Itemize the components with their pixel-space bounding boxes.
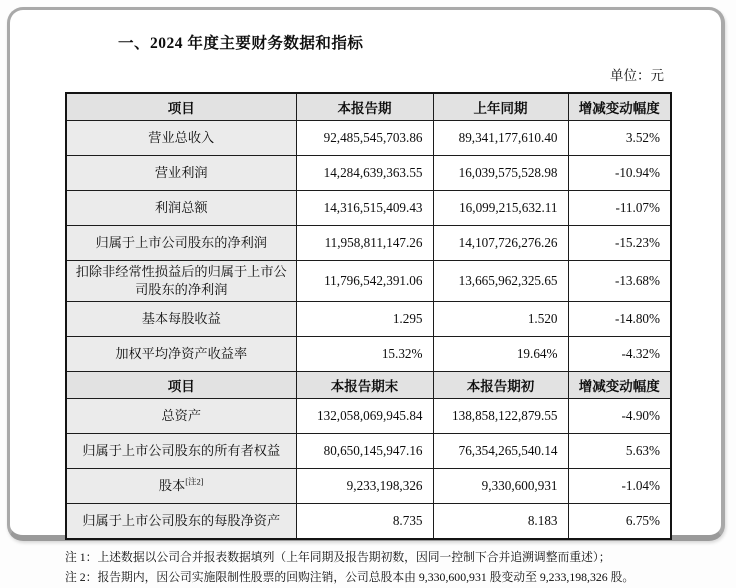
header-cell: 项目 — [66, 93, 296, 121]
table-row — [66, 226, 671, 261]
item-label: 归属于上市公司股东的每股净资产 — [82, 512, 281, 528]
item-label: 股本 — [158, 477, 186, 493]
header-cell: 本报告期末 — [296, 371, 433, 398]
change-cell: -1.04% — [568, 468, 671, 503]
prior-period-cell: 14,107,726,276.26 — [433, 226, 568, 261]
section-title: 一、2024 年度主要财务数据和指标 — [118, 35, 364, 52]
table-row — [66, 156, 671, 191]
prior-period-cell: 8.183 — [433, 503, 568, 539]
current-period-cell: 14,284,639,363.55 — [296, 156, 433, 191]
current-period-cell: 1.295 — [296, 301, 433, 336]
header-cell: 本报告期初 — [433, 371, 568, 398]
current-period-cell: 92,485,545,703.86 — [296, 121, 433, 156]
change-cell: -15.23% — [568, 226, 671, 261]
financial-indicators-table — [65, 92, 672, 540]
item-cell — [66, 468, 296, 503]
item-cell — [66, 226, 296, 261]
change-cell: -4.32% — [568, 336, 671, 371]
item-cell — [66, 433, 296, 468]
header-row-2 — [66, 371, 671, 398]
change-cell: 3.52% — [568, 121, 671, 156]
prior-period-cell: 76,354,265,540.14 — [433, 433, 568, 468]
unit-label: 单位：元 — [610, 68, 664, 83]
table-row — [66, 261, 671, 302]
item-label: 归属于上市公司股东的所有者权益 — [82, 442, 281, 458]
item-label: 利润总额 — [154, 200, 208, 216]
change-cell: -4.90% — [568, 398, 671, 433]
current-period-cell: 14,316,515,409.43 — [296, 191, 433, 226]
prior-period-cell: 16,039,575,528.98 — [433, 156, 568, 191]
item-label: 加权平均净资产收益率 — [115, 345, 248, 361]
item-cell — [66, 121, 296, 156]
change-cell: -13.68% — [568, 261, 671, 302]
item-cell — [66, 336, 296, 371]
document-page — [10, 10, 721, 585]
footnotes — [65, 547, 680, 588]
prior-period-cell: 1.520 — [433, 301, 568, 336]
change-cell: 5.63% — [568, 433, 671, 468]
prior-period-cell: 19.64% — [433, 336, 568, 371]
item-label: 扣除非经常性损益后的归属于上市公司股东的净利润 — [75, 264, 287, 297]
header-cell: 增减变动幅度 — [568, 93, 671, 121]
item-cell — [66, 261, 296, 302]
header-cell: 项目 — [66, 371, 296, 398]
current-period-cell: 11,796,542,391.06 — [296, 261, 433, 302]
item-label: 归属于上市公司股东的净利润 — [95, 235, 267, 251]
prior-period-cell: 13,665,962,325.65 — [433, 261, 568, 302]
note-ref-sup: [注2] — [185, 476, 204, 487]
table-row — [66, 433, 671, 468]
table-row — [66, 301, 671, 336]
item-cell — [66, 301, 296, 336]
change-cell: 6.75% — [568, 503, 671, 539]
table-row — [66, 336, 671, 371]
table-row — [66, 503, 671, 539]
item-cell — [66, 398, 296, 433]
table-row — [66, 468, 671, 503]
table-row — [66, 121, 671, 156]
header-cell: 本报告期 — [296, 93, 433, 121]
table-row — [66, 191, 671, 226]
prior-period-cell: 16,099,215,632.11 — [433, 191, 568, 226]
table-row — [66, 398, 671, 433]
prior-period-cell: 9,330,600,931 — [433, 468, 568, 503]
item-cell — [66, 156, 296, 191]
current-period-cell: 11,958,811,147.26 — [296, 226, 433, 261]
change-cell: -10.94% — [568, 156, 671, 191]
document-frame — [7, 7, 725, 585]
current-period-cell: 15.32% — [296, 336, 433, 371]
header-row-1 — [66, 93, 671, 121]
prior-period-cell: 138,858,122,879.55 — [433, 398, 568, 433]
financial-table-body — [66, 93, 671, 539]
current-period-cell: 9,233,198,326 — [296, 468, 433, 503]
item-cell — [66, 191, 296, 226]
change-cell: -11.07% — [568, 191, 671, 226]
footnote-1: 注 1：上述数据以公司合并报表数据填列（上年同期及报告期初数，因同一控制下合并追溯调整而重述）； — [65, 549, 611, 564]
item-label: 总资产 — [161, 407, 202, 423]
prior-period-cell: 89,341,177,610.40 — [433, 121, 568, 156]
item-label: 营业利润 — [154, 165, 208, 181]
header-cell: 增减变动幅度 — [568, 371, 671, 398]
item-label: 营业总收入 — [148, 130, 215, 146]
header-cell: 上年同期 — [433, 93, 568, 121]
item-cell — [66, 503, 296, 539]
current-period-cell: 80,650,145,947.16 — [296, 433, 433, 468]
change-cell: -14.80% — [568, 301, 671, 336]
current-period-cell: 8.735 — [296, 503, 433, 539]
footnote-2: 注 2：报告期内，因公司实施限制性股票的回购注销，公司总股本由 9,330,600,931 股变动至 9,233,198,326 股。 — [65, 570, 635, 585]
item-label: 基本每股收益 — [141, 310, 221, 326]
current-period-cell: 132,058,069,945.84 — [296, 398, 433, 433]
